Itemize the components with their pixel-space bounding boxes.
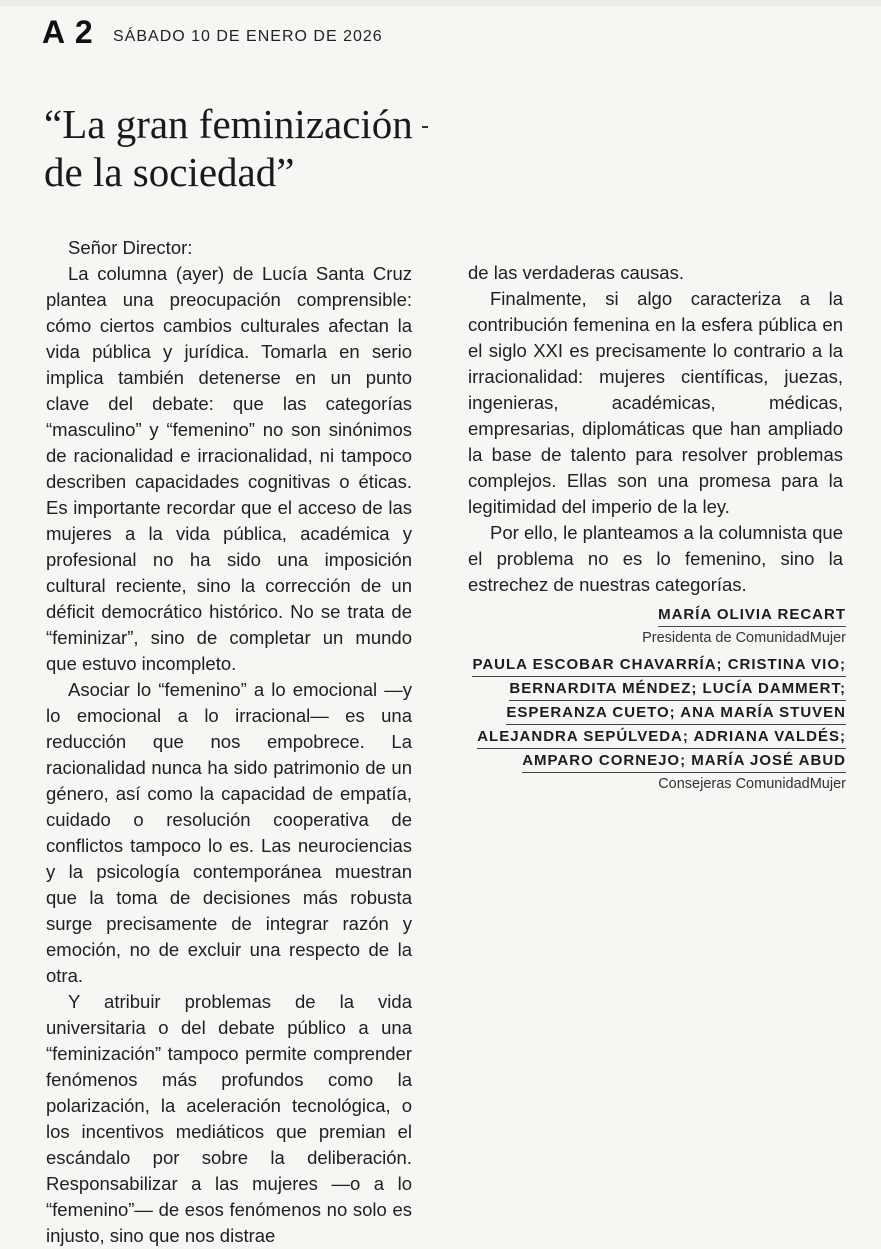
headline-marker <box>422 126 428 128</box>
letter-column-left <box>46 235 412 1249</box>
signatory-name: MARÍA OLIVIA RECART <box>658 606 846 627</box>
top-edge-rule <box>0 0 881 6</box>
salutation: Señor Director: <box>68 237 193 258</box>
signatory-names-line: ESPERANZA CUETO; ANA MARÍA STUVEN <box>506 704 846 725</box>
signatory-names-line: PAULA ESCOBAR CHAVARRÍA; CRISTINA VIO; <box>472 656 846 677</box>
letter-paragraph: La columna (ayer) de Lucía Santa Cruz plantea una preocupación comprensible: cómo ciertos cambios culturales afectan la vida pública y jurídica. Tomarla en serio implica también detenerse en un punto clave del debate: que las categorías “masculino” y “femenino” no son sinónimos de racionalidad e irracionalidad, ni tampoco describen capacidades cognitivas o éticas. Es importante recordar que el acceso de las mujeres a la vida pública, académica y profesional no ha sido una imposición cultural reciente, sino la corrección de un déficit democrático histórico. No se trata de “feminizar”, sino de completar un mundo que estuvo incompleto. <box>46 263 412 674</box>
council-role: Consejeras ComunidadMujer <box>658 776 846 792</box>
signatory-names-line: AMPARO CORNEJO; MARÍA JOSÉ ABUD <box>522 752 846 773</box>
publication-date: SÁBADO 10 DE ENERO DE 2026 <box>113 28 383 45</box>
letter-paragraph: Asociar lo “femenino” a lo emocional —y lo emocional a lo irracional— es una reducción que nos empobrece. La racionalidad nunca ha sido patrimonio de un género, así como la capacidad de empatía, cuidado o resolución cooperativa de conflictos tampoco lo es. Las neurociencias y la psicología contemporánea muestran que la toma de decisiones más robusta surge precisamente de integrar razón y emoción, no de excluir una respecto de la otra. <box>46 679 412 986</box>
letter-paragraph: Finalmente, si algo caracteriza a la contribución femenina en la esfera pública en el siglo XXI es precisamente lo contrario a la irracionalidad: mujeres científicas, juezas, ingenieras, académicas, médicas, empresarias, diplomáticas que han ampliado la base de talento para resolver problemas complejos. Ellas son una promesa para la legitimidad del imperio de la ley. <box>468 288 843 517</box>
signatory-names-line: BERNARDITA MÉNDEZ; LUCÍA DAMMERT; <box>509 680 846 701</box>
signature-block <box>466 606 846 802</box>
page-number: A 2 <box>42 14 94 50</box>
headline-line-2: de la sociedad” <box>44 149 295 195</box>
headline <box>44 100 424 196</box>
headline-line-1: “La gran feminización <box>44 101 413 147</box>
letter-paragraph: Y atribuir problemas de la vida universitaria o del debate público a una “feminización” tampoco permite comprender fenómenos más profundos como la polarización, la aceleración tecnológica, o los incentivos mediáticos que premian el escándalo por sobre la deliberación. Responsabilizar a las mujeres —o a lo “femenino”— de esos fenómenos no solo es injusto, sino que nos distrae <box>46 991 412 1246</box>
letter-column-right <box>468 260 843 598</box>
signatory-role: Presidenta de ComunidadMujer <box>642 630 846 646</box>
letter-paragraph-continuation: de las verdaderas causas. <box>468 262 684 283</box>
signatory-names-line: ALEJANDRA SEPÚLVEDA; ADRIANA VALDÉS; <box>477 728 846 749</box>
letter-paragraph: Por ello, le planteamos a la columnista que el problema no es lo femenino, sino la estrechez de nuestras categorías. <box>468 522 843 595</box>
